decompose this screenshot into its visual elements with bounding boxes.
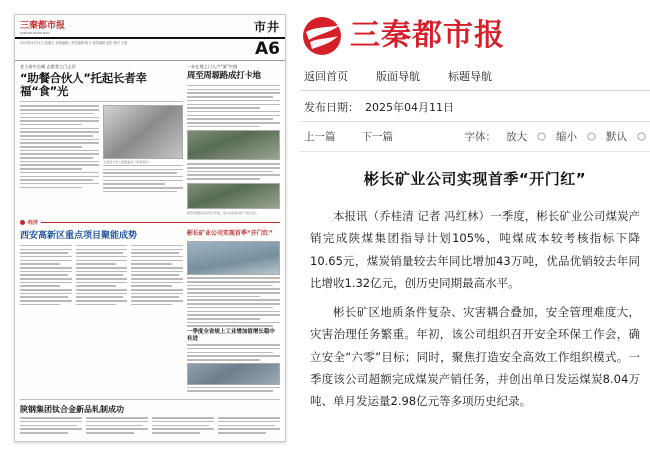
story3-headline: 彬长矿业公司实现首季“开门红” <box>186 230 273 238</box>
article-panel <box>300 0 650 454</box>
newspaper-subbar <box>15 39 285 61</box>
section-band-economy <box>20 219 280 226</box>
lead-headline-text: “助餐合伙人”托起长者幸福“食”光 <box>20 71 147 99</box>
article-paragraph-1: 本报讯（乔桂清 记者 冯红林）一季度，彬长矿业公司煤炭产销完成陕煤集团指导计划105%，吨煤成本较考核指标下降10.65元，煤炭销量较去年同比增加43万吨，优品优销较去年同比增收1.32亿元，创历史同期最高水平。 <box>310 209 640 291</box>
site-nav <box>300 62 650 91</box>
nav-item-home[interactable]: 返回首页 <box>304 70 348 83</box>
nav-item-layout[interactable]: 版面导航 <box>376 70 420 83</box>
radio-circle-icon-2[interactable] <box>587 132 596 141</box>
section-band-line <box>41 222 280 223</box>
newspaper-body <box>15 61 285 441</box>
photo-caption-2: 周至周塬路沿线风光秀美，成为市民休闲打卡新去处。 <box>186 210 259 215</box>
newspaper-page-number <box>255 41 280 58</box>
radio-circle-icon-1[interactable] <box>537 132 546 141</box>
lead-kicker-right: 一年在建上门入户“第”中游 <box>186 64 238 69</box>
newspaper-section-label: 市井 <box>253 20 280 34</box>
article-title: 彬长矿业公司实现首季“开门红” <box>363 170 587 188</box>
radio-circle-icon-3[interactable] <box>637 132 646 141</box>
lead-headline <box>20 72 183 98</box>
red-swoosh-logo-icon <box>300 16 344 56</box>
lead-headline-right <box>187 72 280 82</box>
newspaper-logo-subtext: SANQIN DUSHI BAO <box>20 31 50 35</box>
article-toolbar <box>300 122 650 152</box>
publish-date-value: 2025年04月11日 <box>365 101 454 114</box>
story2-headline: 西安高新区重点项目聚能成势 <box>20 231 138 242</box>
font-enlarge-button[interactable]: 放大 <box>506 131 527 143</box>
next-article-link[interactable]: 下一篇 <box>361 131 393 143</box>
newspaper-page-image[interactable] <box>14 14 286 442</box>
photo-caption-1: 志愿者为老人测量血压（资料图片） <box>103 159 152 164</box>
newspaper-page-number-text: A6 <box>255 39 280 59</box>
newspaper-masthead-note: 2025年4月11日 星期五 本版编辑 / 责任编辑 陈飞 视觉编辑 赵阳 校对 王敏 <box>20 41 128 45</box>
font-default-button[interactable]: 默认 <box>606 131 627 143</box>
story5-headline: 一季度全省规上工业增加值增长稳中有进 <box>186 328 275 342</box>
font-size-label: 字体： <box>464 131 496 143</box>
article-body <box>300 193 650 413</box>
lead-kicker: 老人家中点蜡 志愿者上门义诊 <box>20 64 76 69</box>
newspaper-logo-text: 三秦都市报 <box>20 21 66 31</box>
newspaper-logo <box>20 18 65 35</box>
publish-date-label: 发布日期： <box>304 101 359 114</box>
article-paragraph-2: 彬长矿区地质条件复杂、灾害耦合叠加，安全管理难度大，灾害治理任务繁重。年初，该公司组织召开安全环保工作会，确立安全“六零”目标；同时，聚焦打造安全高效工作组织模式。一季度该公司超额完成煤炭产销任务，并创出单日发运煤炭8.04万吨、单月发运量2.98亿元等多项历史纪录。 <box>310 304 640 409</box>
story4-headline: 陕钢集团钛合金新品轧制成功 <box>20 404 124 414</box>
lead-headline-right-text: 周至周塬路成打卡地 <box>186 71 261 81</box>
site-brand-text: 三秦都市报 <box>350 18 505 53</box>
site-brand <box>300 0 650 62</box>
font-shrink-button[interactable]: 缩小 <box>556 131 577 143</box>
publish-date-row <box>300 91 650 122</box>
divider <box>20 101 183 102</box>
section-dot-icon <box>20 220 25 225</box>
newspaper-masthead <box>15 15 285 39</box>
nav-item-title[interactable]: 标题导航 <box>448 70 492 83</box>
lead-photo-col <box>103 105 182 194</box>
newspaper-top-row <box>20 64 280 215</box>
section-band-label: 经济 <box>28 220 39 227</box>
prev-article-link[interactable]: 上一篇 <box>304 131 336 143</box>
newspaper-mid-row <box>20 229 280 394</box>
lead-text-col-1 <box>20 105 99 194</box>
